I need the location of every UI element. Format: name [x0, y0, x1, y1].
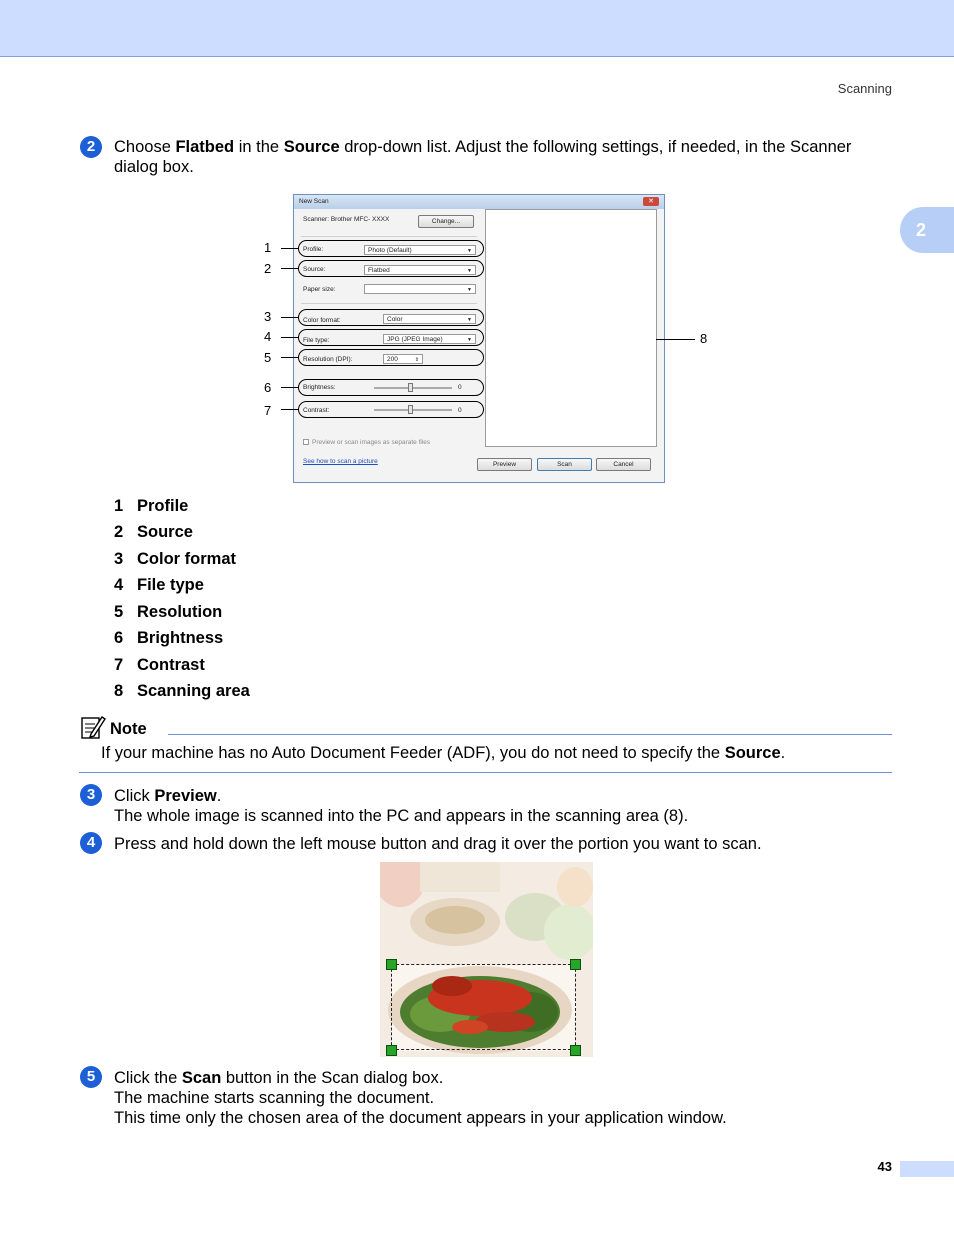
step-3-badge: 3 — [80, 784, 102, 806]
page-number: 43 — [877, 1159, 892, 1174]
separate-files-label: Preview or scan images as separate files — [312, 439, 431, 446]
selection-handle-top-left[interactable] — [386, 959, 397, 970]
callout-number: 2 — [264, 261, 272, 276]
selection-handle-bottom-left[interactable] — [386, 1045, 397, 1056]
bold-run: Source — [724, 744, 781, 762]
note-title: Note — [110, 720, 147, 738]
change-button[interactable]: Change... — [418, 215, 474, 228]
source-label: Source: — [303, 266, 326, 273]
callout-line — [281, 248, 299, 249]
profile-label: Profile: — [303, 246, 324, 253]
callout-line — [281, 357, 299, 358]
callout-line — [656, 339, 695, 340]
chevron-down-icon: ▼ — [467, 317, 472, 323]
bold-run: Source — [283, 138, 340, 156]
bold-run: Scan — [181, 1069, 222, 1087]
legend-label: Contrast — [137, 656, 205, 674]
text-run: Click the — [114, 1069, 182, 1087]
bold-run: Flatbed — [175, 138, 235, 156]
paper-size-label: Paper size: — [303, 286, 336, 293]
legend-label: Brightness — [137, 629, 224, 647]
text-run: . — [216, 787, 222, 805]
legend-number: 8 — [114, 682, 124, 700]
resolution-label: Resolution (DPI): — [303, 356, 353, 363]
preview-button[interactable]: Preview — [477, 458, 532, 471]
callout-number: 8 — [700, 331, 708, 346]
scanning-area[interactable] — [485, 209, 657, 447]
callout-ring-brightness — [298, 379, 484, 396]
resolution-value: 200 — [387, 356, 398, 363]
callout-number: 5 — [264, 350, 272, 365]
text-run: Choose — [114, 138, 176, 156]
callout-line — [281, 409, 299, 410]
how-to-scan-link[interactable]: See how to scan a picture — [303, 458, 378, 465]
color-format-value: Color — [387, 316, 403, 323]
text-run: button in the Scan dialog box. — [221, 1069, 444, 1087]
callout-line — [281, 387, 299, 388]
contrast-value: 0 — [458, 407, 462, 414]
legend-number: 7 — [114, 656, 124, 674]
legend-item — [114, 497, 188, 516]
note-text — [101, 743, 901, 763]
legend-label: Profile — [137, 497, 189, 515]
stepper-arrows-icon: ⇕ — [414, 357, 419, 363]
cancel-button[interactable]: Cancel — [596, 458, 651, 471]
selection-handle-top-right[interactable] — [570, 959, 581, 970]
legend-label: Color format — [137, 550, 236, 568]
legend-item — [114, 603, 222, 622]
chapter-tab: 2 — [900, 207, 954, 253]
text-run: . — [780, 744, 786, 762]
callout-number: 4 — [264, 329, 272, 344]
source-value: Flatbed — [368, 267, 390, 274]
selection-rectangle[interactable] — [391, 964, 576, 1050]
legend-number: 5 — [114, 603, 124, 621]
chevron-down-icon: ▼ — [467, 248, 472, 254]
text-run: drop-down list. Adjust the following settings, if needed, in the Scanner — [339, 138, 852, 156]
legend-item — [114, 523, 193, 542]
legend-number: 4 — [114, 576, 124, 594]
text-run: The whole image is scanned into the PC and appears in the scanning area (8). — [114, 807, 689, 825]
legend-number: 1 — [114, 497, 124, 515]
scanner-label: Scanner: Brother MFC- XXXX — [303, 216, 390, 223]
step-2-badge: 2 — [80, 136, 102, 158]
text-run: dialog box. — [114, 158, 194, 176]
callout-number: 6 — [264, 380, 272, 395]
step-5-text — [114, 1068, 894, 1128]
note-top-rule — [168, 734, 892, 735]
callout-line — [281, 337, 299, 338]
callout-number: 7 — [264, 403, 272, 418]
chevron-down-icon: ▼ — [467, 268, 472, 274]
step-5-badge: 5 — [80, 1066, 102, 1088]
dialog-title: New Scan — [299, 198, 329, 205]
callout-ring-color-format — [298, 309, 484, 326]
callout-ring-contrast — [298, 401, 484, 418]
footer-tab — [900, 1161, 954, 1177]
callout-ring-resolution — [298, 349, 484, 366]
paper-size-select[interactable] — [364, 284, 476, 294]
selection-handle-bottom-right[interactable] — [570, 1045, 581, 1056]
legend-number: 2 — [114, 523, 124, 541]
divider — [301, 303, 477, 304]
text-run: If your machine has no Auto Document Feeder (ADF), you do not need to specify the — [101, 744, 725, 762]
callout-number: 3 — [264, 309, 272, 324]
brightness-label: Brightness: — [303, 384, 336, 391]
legend-item — [114, 629, 223, 648]
note-pencil-icon — [80, 714, 106, 740]
legend-label: File type — [137, 576, 204, 594]
legend-label: Resolution — [137, 603, 223, 621]
text-run: The machine starts scanning the document. — [114, 1089, 435, 1107]
separate-files-checkbox[interactable] — [303, 439, 309, 445]
header-band — [0, 0, 954, 57]
legend-item — [114, 656, 205, 675]
legend-label: Source — [137, 523, 193, 541]
profile-value: Photo (Default) — [368, 247, 412, 254]
legend-item — [114, 550, 236, 569]
callout-ring-file-type — [298, 329, 484, 346]
callout-number: 1 — [264, 240, 272, 255]
legend-item — [114, 576, 204, 595]
chevron-down-icon: ▼ — [467, 337, 472, 343]
divider — [301, 236, 477, 237]
scan-button[interactable]: Scan — [537, 458, 592, 471]
chevron-down-icon: ▼ — [467, 287, 472, 293]
section-title: Scanning — [837, 81, 892, 96]
legend-label: Scanning area — [137, 682, 250, 700]
close-icon[interactable]: ✕ — [643, 197, 659, 206]
contrast-label: Contrast: — [303, 407, 330, 414]
callout-line — [281, 317, 299, 318]
step-4-badge: 4 — [80, 832, 102, 854]
legend-number: 6 — [114, 629, 124, 647]
callout-ring-profile — [298, 240, 484, 257]
color-format-label: Color format: — [303, 317, 341, 324]
callout-ring-source — [298, 260, 484, 277]
dialog-titlebar — [294, 195, 664, 209]
bold-run: Preview — [154, 787, 217, 805]
brightness-value: 0 — [458, 384, 462, 391]
legend-item — [114, 682, 250, 701]
step-2-text — [114, 137, 894, 177]
file-type-label: File type: — [303, 337, 330, 344]
callout-line — [281, 268, 299, 269]
text-run: Click — [114, 787, 155, 805]
note-bottom-rule — [79, 772, 892, 773]
step-4-text: Press and hold down the left mouse button and drag it over the portion you want to scan. — [114, 835, 762, 853]
step-3-text — [114, 786, 894, 826]
text-run: in the — [234, 138, 284, 156]
legend-number: 3 — [114, 550, 124, 568]
text-run: This time only the chosen area of the document appears in your application window. — [114, 1109, 727, 1127]
file-type-value: JPG (JPEG Image) — [387, 336, 443, 343]
